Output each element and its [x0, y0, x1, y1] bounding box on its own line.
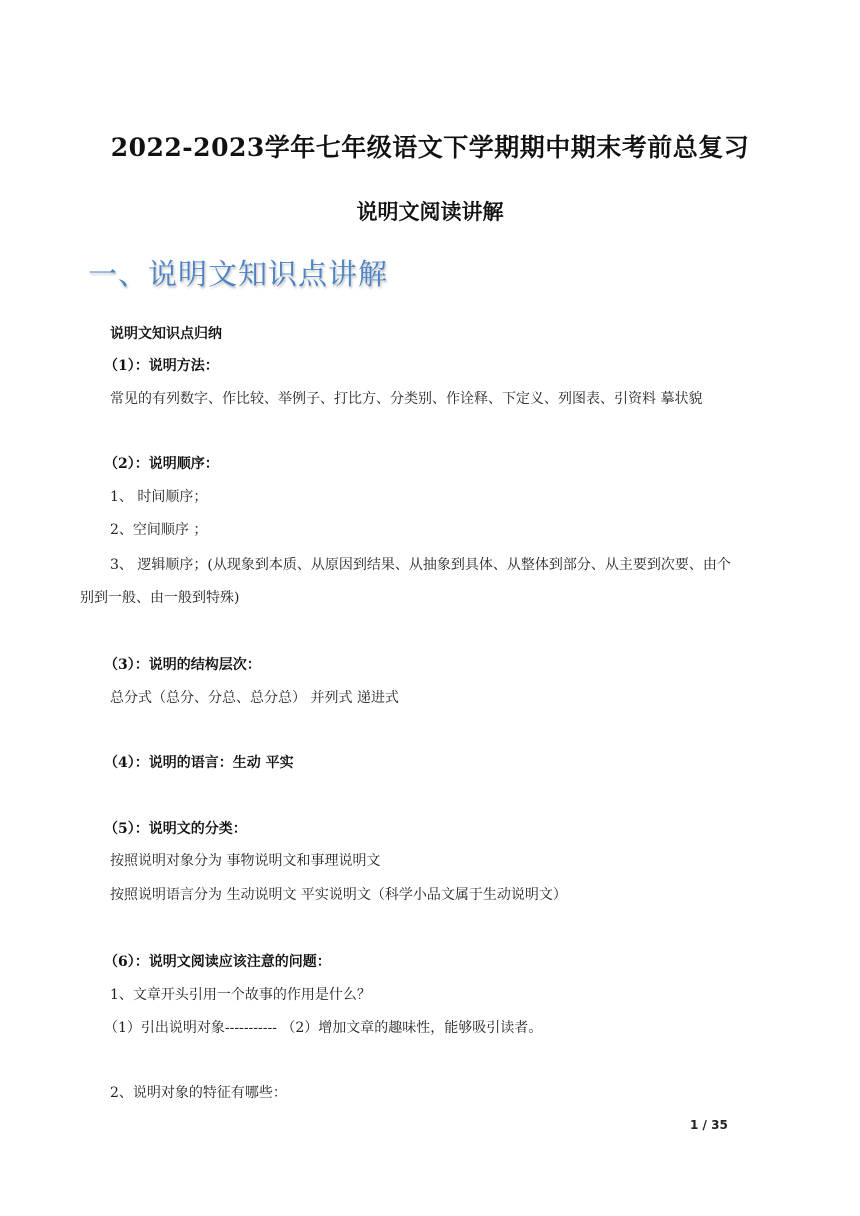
section-heading: 一、说明文知识点讲解 [88, 257, 389, 291]
methods-heading: （1）：说明方法： [104, 358, 219, 374]
order-item-3-line2: 别到一般、由一般到特殊) [80, 590, 240, 606]
order-item-3-line1: 3、 逻辑顺序；(从现象到本质、从原因到结果、从抽象到具体、从整体到部分、从主要到次要、由个 [110, 557, 731, 573]
note-question-1: 1、文章开头引用一个故事的作用是什么？ [110, 987, 371, 1003]
note-question-2: 2、说明对象的特征有哪些： [110, 1085, 287, 1101]
summary-label: 说明文知识点归纳 [110, 326, 222, 342]
document-title: 2022-2023学年七年级语文下学期期中期末考前总复习 [110, 133, 750, 162]
notes-heading: （6）：说明文阅读应该注意的问题： [104, 954, 331, 970]
category-heading: （5）：说明文的分类： [104, 821, 247, 837]
structure-heading: （3）：说明的结构层次： [104, 657, 261, 673]
page-number: 1 / 35 [690, 1118, 728, 1132]
category-item-1: 按照说明对象分为 事物说明文和事理说明文 [110, 853, 381, 869]
methods-text: 常见的有列数字、作比较、举例子、打比方、分类别、作诠释、下定义、列图表、引资料 摹状貌 [110, 391, 703, 407]
document-subtitle: 说明文阅读讲解 [356, 199, 504, 224]
order-item-2: 2、空间顺序 ； [110, 522, 208, 538]
category-item-2: 按照说明语言分为 生动说明文 平实说明文（科学小品文属于生动说明文） [110, 887, 567, 903]
order-item-1: 1、 时间顺序； [110, 489, 208, 505]
language-heading: （4）：说明的语言：生动 平实 [104, 755, 294, 771]
structure-text: 总分式（总分、分总、总分总） 并列式 递进式 [110, 690, 399, 706]
order-heading: （2）：说明顺序： [104, 456, 219, 472]
note-answer-1: （1）引出说明对象----------- （2）增加文章的趣味性，能够吸引读者。 [104, 1020, 543, 1036]
